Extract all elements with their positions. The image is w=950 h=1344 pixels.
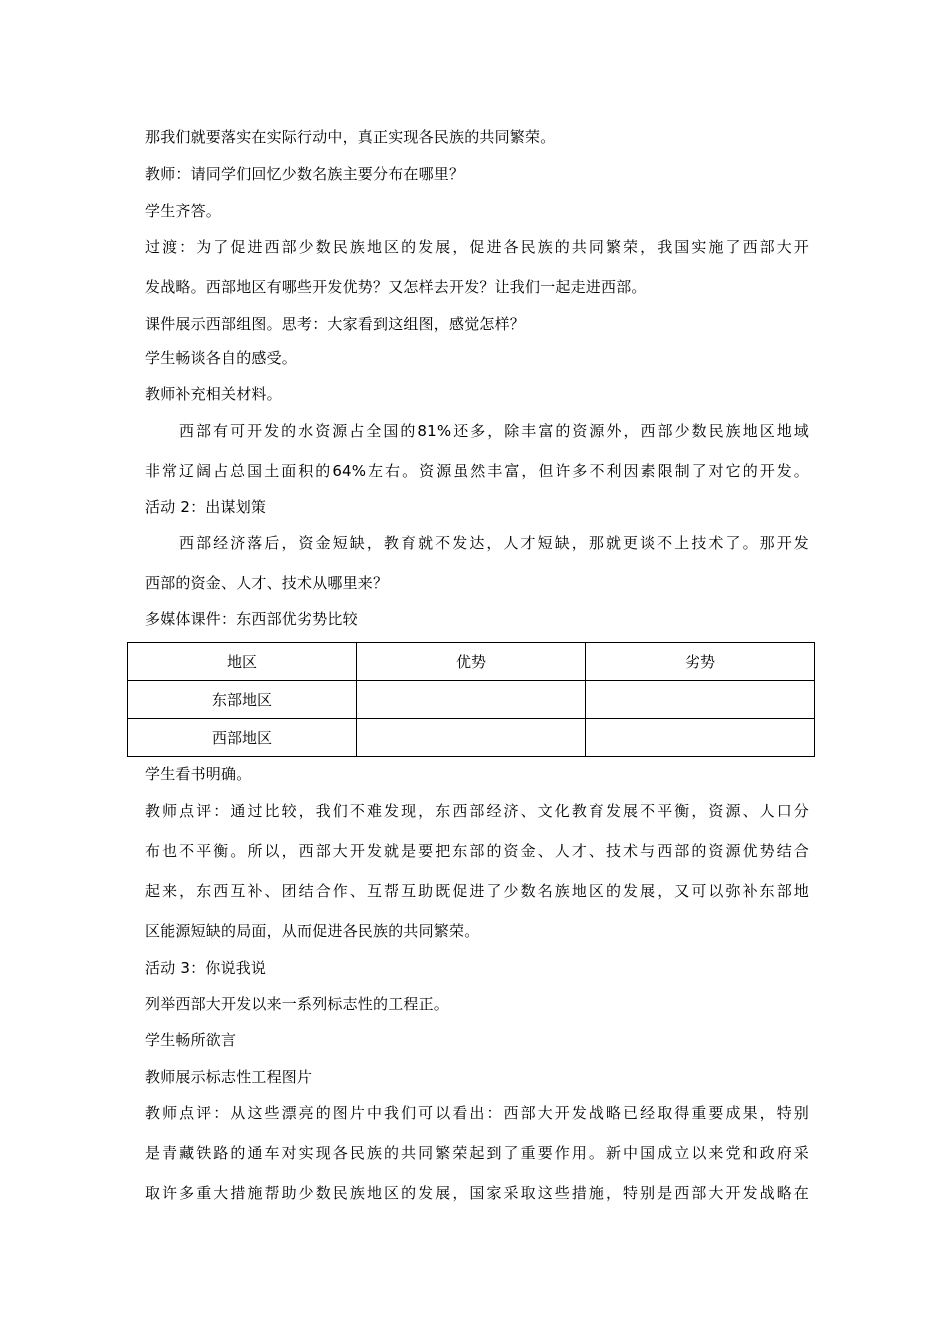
comparison-table (127, 642, 815, 757)
table-cell (357, 719, 586, 757)
text-line: 教师展示标志性工程图片 (145, 1068, 313, 1086)
text-line: 列举西部大开发以来一系列标志性的工程正。 (145, 995, 450, 1013)
text-line: 起来，东西互补、团结合作、互帮互助既促进了少数名族地区的发展，又可以弥补东部地 (145, 882, 809, 900)
table-cell (357, 681, 586, 719)
table-cell (586, 719, 815, 757)
text-line: 区能源短缺的局面，从而促进各民族的共同繁荣。 (145, 922, 480, 940)
text-line: 取许多重大措施帮助少数民族地区的发展，国家采取这些措施，特别是西部大开发战略在 (145, 1184, 809, 1202)
text-line: 布也不平衡。所以，西部大开发就是要把东部的资金、人才、技术与西部的资源优势结合 (145, 842, 809, 860)
text-line: 学生畅谈各自的感受。 (145, 349, 298, 367)
table-row (128, 681, 815, 719)
table-cell (586, 681, 815, 719)
text-line: 课件展示西部组图。思考：大家看到这组图，感觉怎样？ (145, 315, 526, 333)
text-line: 过渡：为了促进西部少数民族地区的发展，促进各民族的共同繁荣，我国实施了西部大开 (145, 238, 809, 256)
table-cell: 东部地区 (128, 681, 357, 719)
activity-heading: 活动 3：你说我说 (145, 959, 267, 977)
text-line: 发战略。西部地区有哪些开发优势？又怎样去开发？让我们一起走进西部。 (145, 278, 647, 296)
table-header-cell: 地区 (128, 643, 357, 681)
text-line: 学生畅所欲言 (145, 1031, 237, 1049)
table-cell: 西部地区 (128, 719, 357, 757)
table-header-row (128, 643, 815, 681)
text-line: 西部的资金、人才、技术从哪里来？ (145, 574, 389, 592)
table-header-cell: 优势 (357, 643, 586, 681)
text-line: 教师：请同学们回忆少数名族主要分布在哪里？ (145, 165, 465, 183)
text-line: 非常辽阔占总国土面积的64%左右。资源虽然丰富，但许多不利因素限制了对它的开发。 (145, 462, 809, 480)
text-line: 是青藏铁路的通车对实现各民族的共同繁荣起到了重要作用。新中国成立以来党和政府采 (145, 1144, 809, 1162)
text-line: 西部经济落后，资金短缺，教育就不发达，人才短缺，那就更谈不上技术了。那开发 (179, 534, 809, 552)
text-line: 学生看书明确。 (145, 765, 252, 783)
table-header-cell: 劣势 (586, 643, 815, 681)
text-line: 那我们就要落实在实际行动中，真正实现各民族的共同繁荣。 (145, 128, 556, 146)
table-row (128, 719, 815, 757)
text-line: 学生齐答。 (145, 202, 222, 220)
activity-heading: 活动 2：出谋划策 (145, 498, 267, 516)
text-line: 教师补充相关材料。 (145, 385, 282, 403)
text-line: 西部有可开发的水资源占全国的81%还多，除丰富的资源外，西部少数民族地区地域 (179, 422, 809, 440)
text-line: 教师点评：从这些漂亮的图片中我们可以看出：西部大开发战略已经取得重要成果，特别 (145, 1104, 809, 1122)
table-caption: 多媒体课件：东西部优劣势比较 (145, 610, 358, 628)
text-line: 教师点评：通过比较，我们不难发现，东西部经济、文化教育发展不平衡，资源、人口分 (145, 802, 809, 820)
